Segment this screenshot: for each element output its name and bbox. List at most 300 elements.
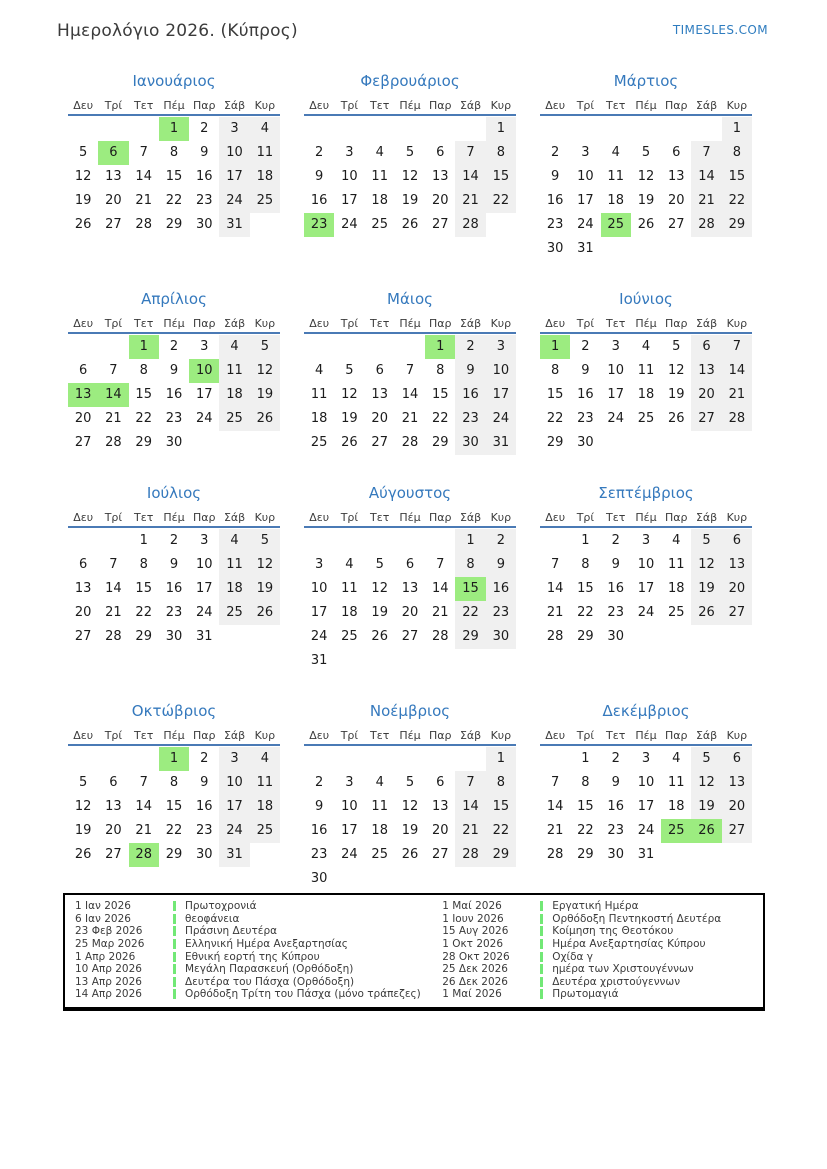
- day-cell: 31: [219, 843, 249, 867]
- empty-day-cell: [691, 625, 721, 649]
- month-days: [68, 528, 280, 649]
- day-cell: 11: [310, 387, 328, 402]
- holiday-name: Πρωτοχρονιά: [185, 900, 257, 913]
- day-cell: 20: [668, 193, 685, 208]
- day-cell: 1: [486, 117, 516, 141]
- day-cell: 10: [219, 141, 249, 165]
- weekday-header-row: [68, 511, 280, 528]
- month-title: Ιανουάριος: [132, 72, 216, 90]
- day-cell: 2: [551, 145, 560, 160]
- day-cell: 24: [341, 217, 358, 232]
- weekday-label: Σάβ: [695, 511, 718, 524]
- day-cell: 23: [486, 601, 516, 625]
- day-cell: 1: [581, 533, 590, 548]
- day-cell: 3: [486, 335, 516, 359]
- holiday-row: [75, 913, 442, 926]
- month-title: Δεκέμβριος: [602, 702, 690, 720]
- empty-day-cell: [68, 529, 98, 553]
- month-days: [68, 334, 280, 455]
- day-cell: 14: [546, 799, 564, 814]
- day-cell: 25: [219, 601, 249, 625]
- day-cell: 28: [455, 213, 485, 237]
- day-cell: 22: [577, 823, 594, 838]
- weekday-label: Σάβ: [459, 99, 482, 112]
- day-cell: 13: [105, 799, 122, 814]
- day-cell: 4: [250, 747, 280, 771]
- weekday-label: Δευ: [73, 729, 94, 742]
- empty-day-cell: [98, 747, 128, 771]
- day-cell: 29: [577, 847, 594, 862]
- day-cell: 8: [455, 553, 485, 577]
- weekday-label: Δευ: [309, 99, 330, 112]
- day-cell: 6: [722, 529, 752, 553]
- day-cell: 3: [200, 533, 209, 548]
- day-cell: 25: [371, 217, 388, 232]
- day-cell: 19: [74, 193, 92, 208]
- weekday-header-row: [304, 317, 516, 334]
- day-cell: 29: [432, 435, 449, 450]
- weekday-label: Τετ: [370, 99, 390, 112]
- weekday-label: Τρί: [576, 99, 595, 112]
- day-cell: 6: [405, 557, 415, 572]
- day-cell: 22: [135, 411, 152, 426]
- holiday-marker-bar: [173, 952, 176, 962]
- page-title: Ημερολόγιο 2026. (Κύπρος): [57, 21, 298, 41]
- day-cell: 1: [581, 751, 590, 766]
- day-cell: 17: [341, 823, 358, 838]
- month-7: [68, 484, 280, 649]
- empty-day-cell: [395, 117, 425, 141]
- day-cell: 4: [219, 335, 249, 359]
- day-cell: 5: [405, 145, 415, 160]
- day-cell: 21: [135, 193, 152, 208]
- day-cell: 4: [375, 775, 384, 790]
- holiday-date: 1 Οκτ 2026: [442, 938, 504, 951]
- empty-day-cell: [219, 431, 249, 455]
- day-cell: 24: [607, 411, 624, 426]
- day-cell: 14: [455, 795, 485, 819]
- day-cell: 17: [637, 799, 655, 814]
- weekday-label: Σάβ: [459, 511, 482, 524]
- weekday-label: Παρ: [665, 729, 688, 742]
- day-cell: 15: [577, 799, 594, 814]
- day-cell: 24: [196, 411, 213, 426]
- day-cell: 2: [169, 533, 179, 548]
- weekday-label: Κυρ: [726, 317, 748, 330]
- empty-day-cell: [691, 843, 721, 867]
- day-cell: 10: [637, 557, 655, 572]
- month-days: [304, 334, 516, 455]
- day-cell: 2: [486, 529, 516, 553]
- day-cell: 4: [375, 145, 384, 160]
- empty-day-cell: [304, 747, 334, 771]
- day-cell: 27: [668, 217, 685, 232]
- weekday-label: Παρ: [665, 511, 688, 524]
- month-5: [304, 290, 516, 455]
- day-cell: 29: [486, 843, 516, 867]
- day-cell: 19: [371, 605, 388, 620]
- day-cell: 23: [455, 407, 485, 431]
- weekday-label: Τρί: [576, 511, 595, 524]
- empty-day-cell: [68, 747, 98, 771]
- day-cell: 12: [250, 553, 280, 577]
- brand-link[interactable]: TIMESLES.COM: [672, 23, 768, 37]
- holiday-row: [442, 950, 755, 963]
- weekday-label: Πέμ: [399, 729, 421, 742]
- month-title: Σεπτέμβριος: [598, 484, 694, 502]
- weekday-label: Τρί: [104, 511, 123, 524]
- day-cell: 13: [401, 581, 419, 596]
- day-cell: 7: [109, 363, 118, 378]
- day-cell: 10: [486, 359, 516, 383]
- month-1: [68, 72, 280, 237]
- weekday-label: Κυρ: [490, 511, 512, 524]
- day-cell: 10: [341, 169, 358, 184]
- holiday-date: 10 Απρ 2026: [75, 963, 142, 976]
- holiday-marker-bar: [540, 914, 543, 924]
- day-cell: 3: [200, 339, 209, 354]
- day-cell: 6: [672, 145, 681, 160]
- day-cell: 24: [310, 629, 328, 644]
- empty-day-cell: [455, 747, 485, 771]
- holiday-date: 1 Ιουν 2026: [442, 912, 504, 925]
- weekday-label: Δευ: [309, 317, 330, 330]
- day-cell: 29: [577, 629, 594, 644]
- day-cell: 1: [540, 335, 570, 359]
- month-days: [540, 746, 752, 867]
- empty-day-cell: [486, 867, 516, 891]
- day-cell: 29: [455, 625, 485, 649]
- day-cell: 11: [250, 141, 280, 165]
- day-cell: 25: [601, 213, 631, 237]
- day-cell: 13: [722, 771, 752, 795]
- day-cell: 4: [345, 557, 354, 572]
- holiday-date: 6 Ιαν 2026: [75, 912, 131, 925]
- day-cell: 10: [577, 169, 594, 184]
- weekday-label: Τρί: [104, 317, 123, 330]
- day-cell: 28: [105, 629, 122, 644]
- empty-day-cell: [395, 649, 425, 673]
- empty-day-cell: [631, 117, 661, 141]
- day-cell: 27: [105, 217, 122, 232]
- day-cell: 26: [250, 407, 280, 431]
- empty-day-cell: [601, 431, 631, 455]
- weekday-label: Πέμ: [163, 99, 185, 112]
- day-cell: 8: [486, 141, 516, 165]
- month-4: [68, 290, 280, 455]
- holiday-date: 25 Μαρ 2026: [75, 938, 145, 951]
- weekday-label: Παρ: [665, 317, 688, 330]
- day-cell: 8: [436, 363, 445, 378]
- holiday-date: 28 Οκτ 2026: [442, 950, 510, 963]
- day-cell: 14: [546, 581, 564, 596]
- day-cell: 5: [79, 145, 88, 160]
- holiday-marker-bar: [540, 926, 543, 936]
- day-cell: 22: [165, 193, 183, 208]
- holiday-name: Εθνική εορτή της Κύπρου: [185, 950, 320, 963]
- weekday-header-row: [540, 99, 752, 116]
- day-cell: 25: [219, 407, 249, 431]
- month-days: [540, 528, 752, 649]
- empty-day-cell: [365, 117, 395, 141]
- month-title: Οκτώβριος: [131, 702, 217, 720]
- empty-day-cell: [425, 747, 455, 771]
- day-cell: 8: [139, 363, 148, 378]
- day-cell: 21: [105, 605, 122, 620]
- day-cell: 28: [432, 629, 449, 644]
- holiday-marker-bar: [540, 901, 543, 911]
- empty-day-cell: [250, 431, 280, 455]
- day-cell: 16: [310, 193, 328, 208]
- day-cell: 13: [722, 553, 752, 577]
- day-cell: 24: [486, 407, 516, 431]
- day-cell: 21: [455, 189, 485, 213]
- day-cell: 9: [169, 363, 179, 378]
- empty-day-cell: [98, 335, 128, 359]
- empty-day-cell: [661, 843, 691, 867]
- holiday-date: 1 Απρ 2026: [75, 950, 136, 963]
- weekday-label: Τετ: [606, 99, 626, 112]
- holiday-name: ημέρα των Χριστουγέννων: [552, 963, 694, 976]
- day-cell: 18: [219, 577, 249, 601]
- day-cell: 20: [105, 193, 122, 208]
- day-cell: 27: [371, 435, 388, 450]
- holiday-date: 1 Ιαν 2026: [75, 900, 131, 913]
- holiday-name: Οχίδα γ: [552, 950, 593, 963]
- day-cell: 28: [691, 213, 721, 237]
- day-cell: 15: [577, 581, 594, 596]
- day-cell: 24: [341, 847, 358, 862]
- day-cell: 30: [310, 871, 328, 886]
- day-cell: 23: [310, 847, 328, 862]
- day-cell: 21: [432, 605, 449, 620]
- day-cell: 20: [74, 411, 92, 426]
- holiday-name: Ορθόδοξη Τρίτη του Πάσχα (μόνο τράπεζες): [185, 988, 421, 1001]
- day-cell: 6: [722, 747, 752, 771]
- empty-day-cell: [722, 237, 752, 261]
- day-cell: 2: [315, 775, 324, 790]
- day-cell: 16: [165, 581, 183, 596]
- weekday-label: Πέμ: [163, 511, 185, 524]
- day-cell: 16: [577, 387, 594, 402]
- day-cell: 20: [432, 193, 449, 208]
- day-cell: 22: [722, 189, 752, 213]
- weekday-label: Κυρ: [254, 317, 276, 330]
- holiday-marker-bar: [540, 939, 543, 949]
- day-cell: 22: [432, 411, 449, 426]
- holiday-date: 13 Απρ 2026: [75, 975, 142, 988]
- holiday-row: [442, 963, 755, 976]
- weekday-label: Τετ: [370, 511, 390, 524]
- day-cell: 31: [577, 241, 594, 256]
- day-cell: 2: [611, 533, 620, 548]
- day-cell: 21: [546, 823, 564, 838]
- day-cell: 11: [250, 771, 280, 795]
- day-cell: 6: [691, 335, 721, 359]
- empty-day-cell: [68, 117, 98, 141]
- day-cell: 30: [546, 241, 564, 256]
- empty-day-cell: [334, 529, 364, 553]
- day-cell: 14: [135, 169, 152, 184]
- day-cell: 12: [668, 363, 685, 378]
- weekday-label: Πέμ: [163, 729, 185, 742]
- day-cell: 16: [196, 799, 213, 814]
- page-header: [57, 14, 768, 41]
- day-cell: 4: [219, 529, 249, 553]
- day-cell: 9: [200, 145, 209, 160]
- day-cell: 23: [165, 411, 183, 426]
- empty-day-cell: [304, 335, 334, 359]
- holiday-date: 1 Μαί 2026: [442, 900, 502, 913]
- day-cell: 21: [455, 819, 485, 843]
- weekday-header-row: [68, 99, 280, 116]
- day-cell: 13: [432, 169, 449, 184]
- empty-day-cell: [661, 625, 691, 649]
- day-cell: 15: [432, 387, 449, 402]
- day-cell: 9: [611, 775, 620, 790]
- empty-day-cell: [722, 843, 752, 867]
- day-cell: 24: [577, 217, 594, 232]
- day-cell: 29: [165, 847, 183, 862]
- day-cell: 11: [668, 775, 685, 790]
- holiday-row: [442, 976, 755, 989]
- day-cell: 26: [371, 629, 388, 644]
- day-cell: 14: [401, 387, 419, 402]
- weekday-label: Τρί: [576, 729, 595, 742]
- day-cell: 23: [607, 605, 624, 620]
- empty-day-cell: [455, 117, 485, 141]
- day-cell: 21: [722, 383, 752, 407]
- day-cell: 13: [668, 169, 685, 184]
- day-cell: 10: [196, 557, 213, 572]
- day-cell: 12: [401, 799, 419, 814]
- day-cell: 13: [691, 359, 721, 383]
- day-cell: 24: [637, 605, 655, 620]
- day-cell: 5: [641, 145, 651, 160]
- day-cell: 9: [315, 799, 324, 814]
- month-12: [540, 702, 752, 867]
- day-cell: 22: [135, 605, 152, 620]
- day-cell: 30: [607, 629, 624, 644]
- day-cell: 19: [401, 193, 419, 208]
- day-cell: 3: [641, 533, 651, 548]
- day-cell: 2: [611, 751, 620, 766]
- weekday-label: Σάβ: [223, 729, 246, 742]
- empty-day-cell: [631, 237, 661, 261]
- month-days: [540, 334, 752, 455]
- day-cell: 19: [401, 823, 419, 838]
- holiday-row: [75, 925, 442, 938]
- holidays-column-right: [442, 900, 755, 1001]
- weekday-label: Πέμ: [399, 511, 421, 524]
- day-cell: 25: [371, 847, 388, 862]
- day-cell: 11: [341, 581, 358, 596]
- month-11: [304, 702, 516, 891]
- day-cell: 7: [722, 335, 752, 359]
- weekday-label: Κυρ: [254, 511, 276, 524]
- day-cell: 19: [250, 577, 280, 601]
- empty-day-cell: [691, 117, 721, 141]
- day-cell: 22: [455, 601, 485, 625]
- day-cell: 21: [691, 189, 721, 213]
- day-cell: 7: [551, 557, 560, 572]
- weekday-label: Δευ: [545, 729, 566, 742]
- day-cell: 17: [310, 605, 328, 620]
- day-cell: 23: [607, 823, 624, 838]
- empty-day-cell: [334, 747, 364, 771]
- day-cell: 17: [341, 193, 358, 208]
- day-cell: 3: [345, 775, 354, 790]
- day-cell: 15: [455, 577, 485, 601]
- empty-day-cell: [250, 625, 280, 649]
- empty-day-cell: [365, 747, 395, 771]
- empty-day-cell: [631, 625, 661, 649]
- day-cell: 8: [551, 363, 560, 378]
- weekday-label: Τετ: [134, 729, 154, 742]
- day-cell: 5: [345, 363, 354, 378]
- day-cell: 12: [371, 581, 388, 596]
- day-cell: 3: [581, 145, 590, 160]
- weekday-label: Παρ: [193, 317, 216, 330]
- day-cell: 5: [375, 557, 384, 572]
- day-cell: 12: [691, 553, 721, 577]
- day-cell: 8: [486, 771, 516, 795]
- holiday-name: Κοίμηση της Θεοτόκου: [552, 925, 674, 938]
- empty-day-cell: [486, 213, 516, 237]
- holiday-marker-bar: [540, 952, 543, 962]
- holiday-marker-bar: [173, 939, 176, 949]
- weekday-label: Παρ: [193, 99, 216, 112]
- holiday-marker-bar: [540, 989, 543, 999]
- empty-day-cell: [98, 529, 128, 553]
- holiday-marker-bar: [173, 926, 176, 936]
- day-cell: 27: [691, 407, 721, 431]
- day-cell: 19: [341, 411, 358, 426]
- weekday-label: Τρί: [340, 317, 359, 330]
- empty-day-cell: [601, 237, 631, 261]
- weekday-label: Παρ: [665, 99, 688, 112]
- weekday-label: Τρί: [340, 511, 359, 524]
- weekday-label: Πέμ: [399, 317, 421, 330]
- holidays-legend: [63, 893, 765, 1011]
- weekday-label: Παρ: [429, 99, 452, 112]
- day-cell: 3: [345, 145, 354, 160]
- empty-day-cell: [250, 213, 280, 237]
- day-cell: 14: [432, 581, 449, 596]
- day-cell: 22: [165, 823, 183, 838]
- day-cell: 3: [219, 117, 249, 141]
- day-cell: 26: [401, 847, 419, 862]
- day-cell: 14: [98, 383, 128, 407]
- day-cell: 26: [668, 411, 685, 426]
- holiday-marker-bar: [173, 964, 176, 974]
- empty-day-cell: [601, 117, 631, 141]
- day-cell: 18: [371, 823, 388, 838]
- empty-day-cell: [365, 335, 395, 359]
- day-cell: 13: [371, 387, 388, 402]
- month-days: [68, 746, 280, 867]
- day-cell: 12: [691, 771, 721, 795]
- month-title: Μάιος: [387, 290, 433, 308]
- weekday-label: Σάβ: [223, 99, 246, 112]
- day-cell: 19: [691, 795, 721, 819]
- day-cell: 8: [581, 557, 590, 572]
- holiday-marker-bar: [173, 901, 176, 911]
- day-cell: 31: [637, 847, 655, 862]
- day-cell: 18: [219, 383, 249, 407]
- holiday-name: θεοφάνεια: [185, 912, 240, 925]
- day-cell: 27: [722, 819, 752, 843]
